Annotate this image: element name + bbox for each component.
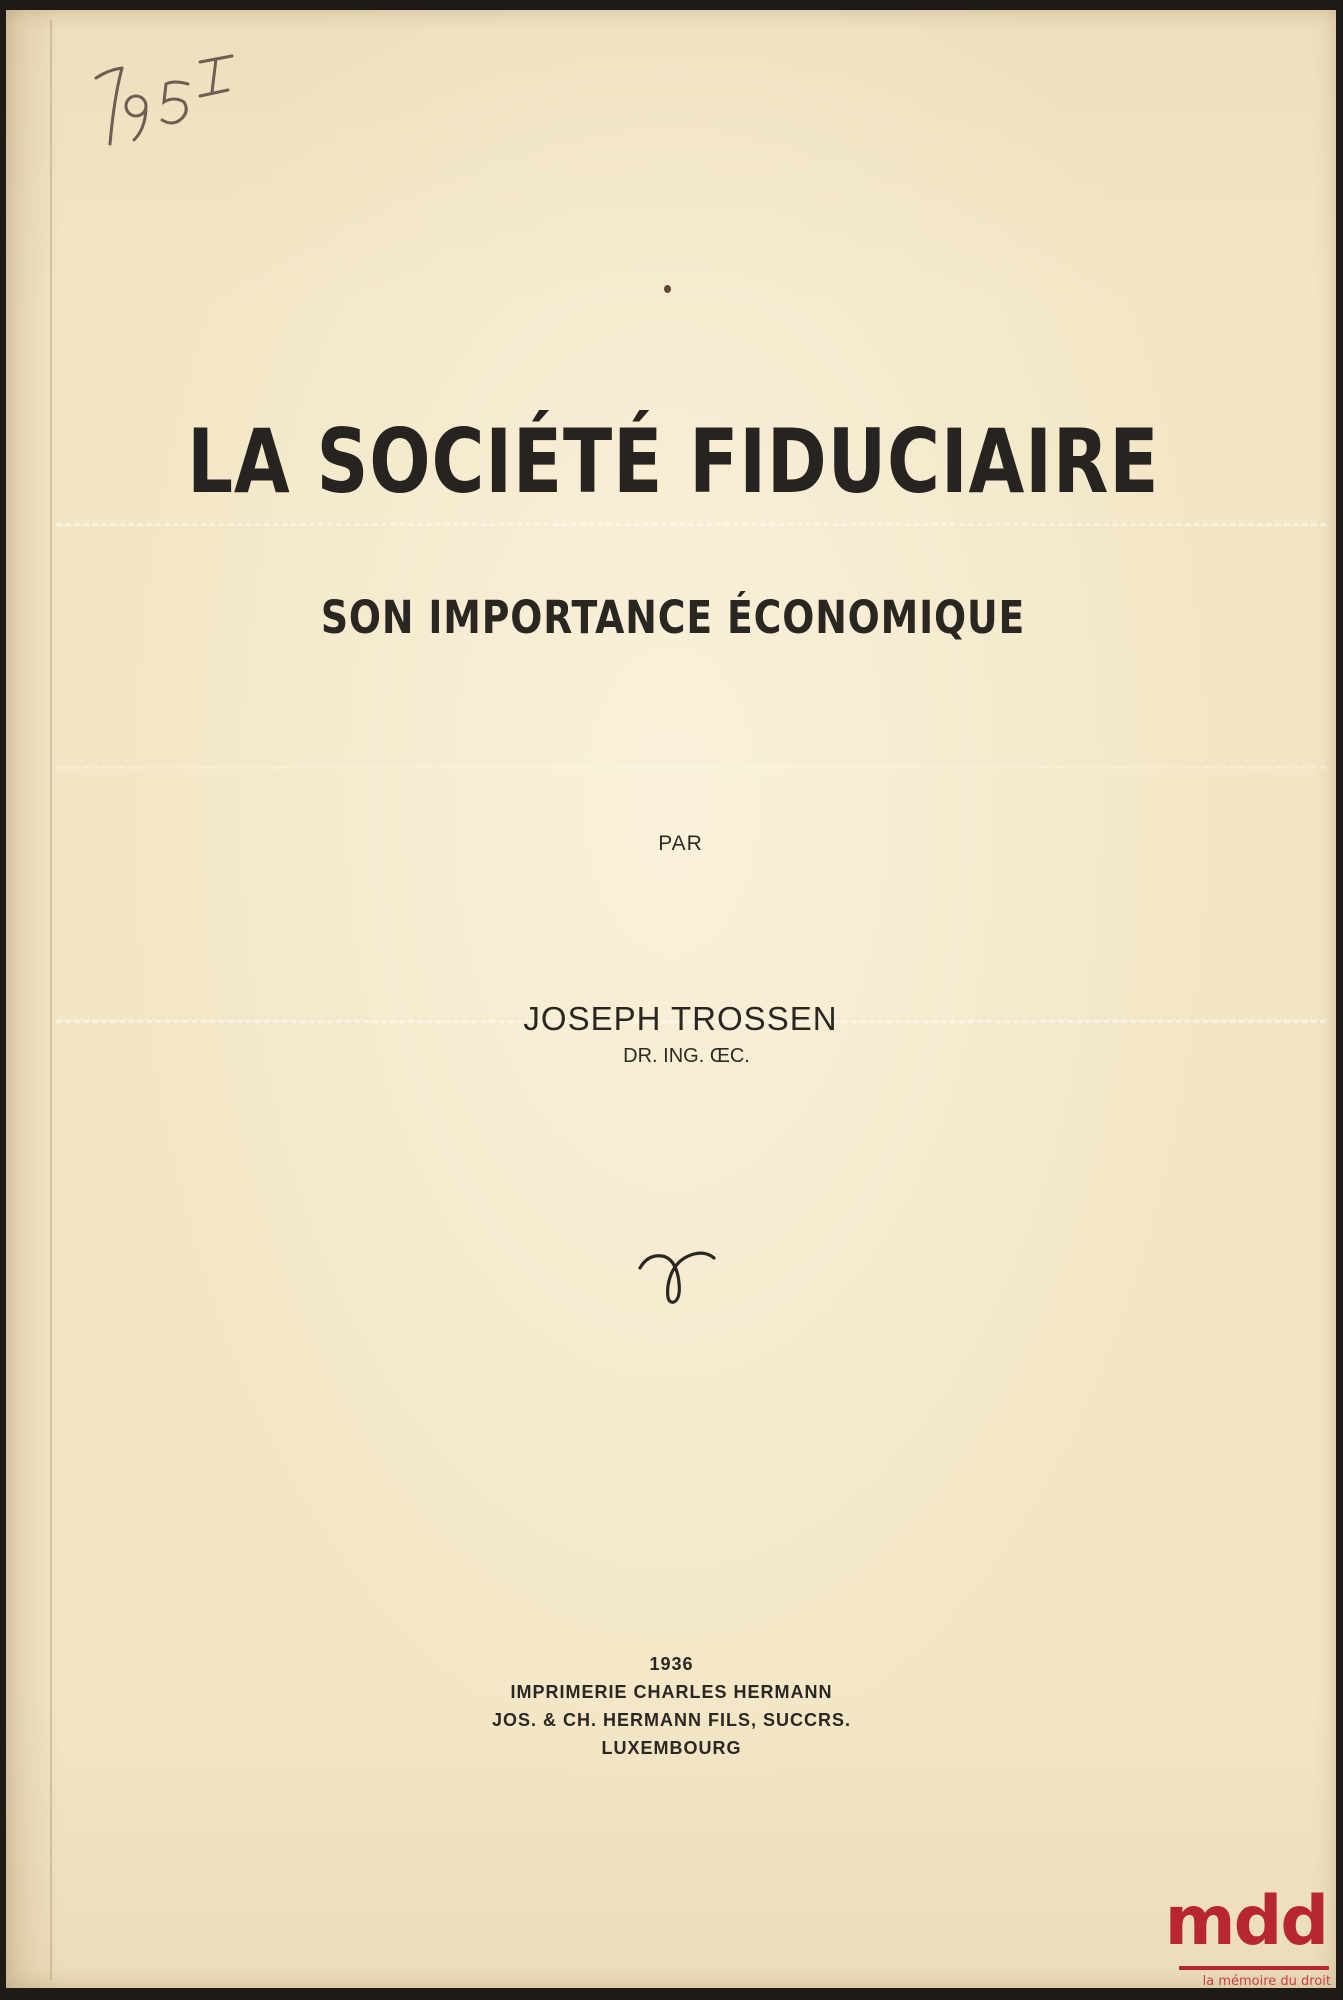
book-title: LA SOCIÉTÉ FIDUCIAIRE [187, 410, 1160, 513]
logo-rule [1179, 1966, 1329, 1970]
flourish-ornament-icon [636, 1246, 718, 1308]
publication-year: 1936 [649, 1654, 694, 1674]
fold-line [56, 766, 1326, 769]
logo-word: mdd [1164, 1882, 1327, 1961]
publication-city: LUXEMBOURG [601, 1738, 742, 1758]
author-degree: DR. ING. ŒC. [623, 1045, 750, 1067]
book-subtitle: SON IMPORTANCE ÉCONOMIQUE [320, 591, 1026, 644]
author-name: JOSEPH TROSSEN [523, 1000, 838, 1037]
by-label: PAR [658, 832, 703, 855]
imprint-block [0, 1650, 1343, 1762]
ink-speck [664, 285, 671, 293]
printer-successors: JOS. & CH. HERMANN FILS, SUCCRS. [491, 1710, 852, 1730]
handwritten-shelfmark [88, 48, 248, 158]
fold-line [56, 523, 1326, 526]
mdd-logo [1164, 1882, 1337, 1998]
logo-tagline: la mémoire du droit [1202, 1974, 1331, 1989]
printer-name: IMPRIMERIE CHARLES HERMANN [510, 1682, 833, 1702]
